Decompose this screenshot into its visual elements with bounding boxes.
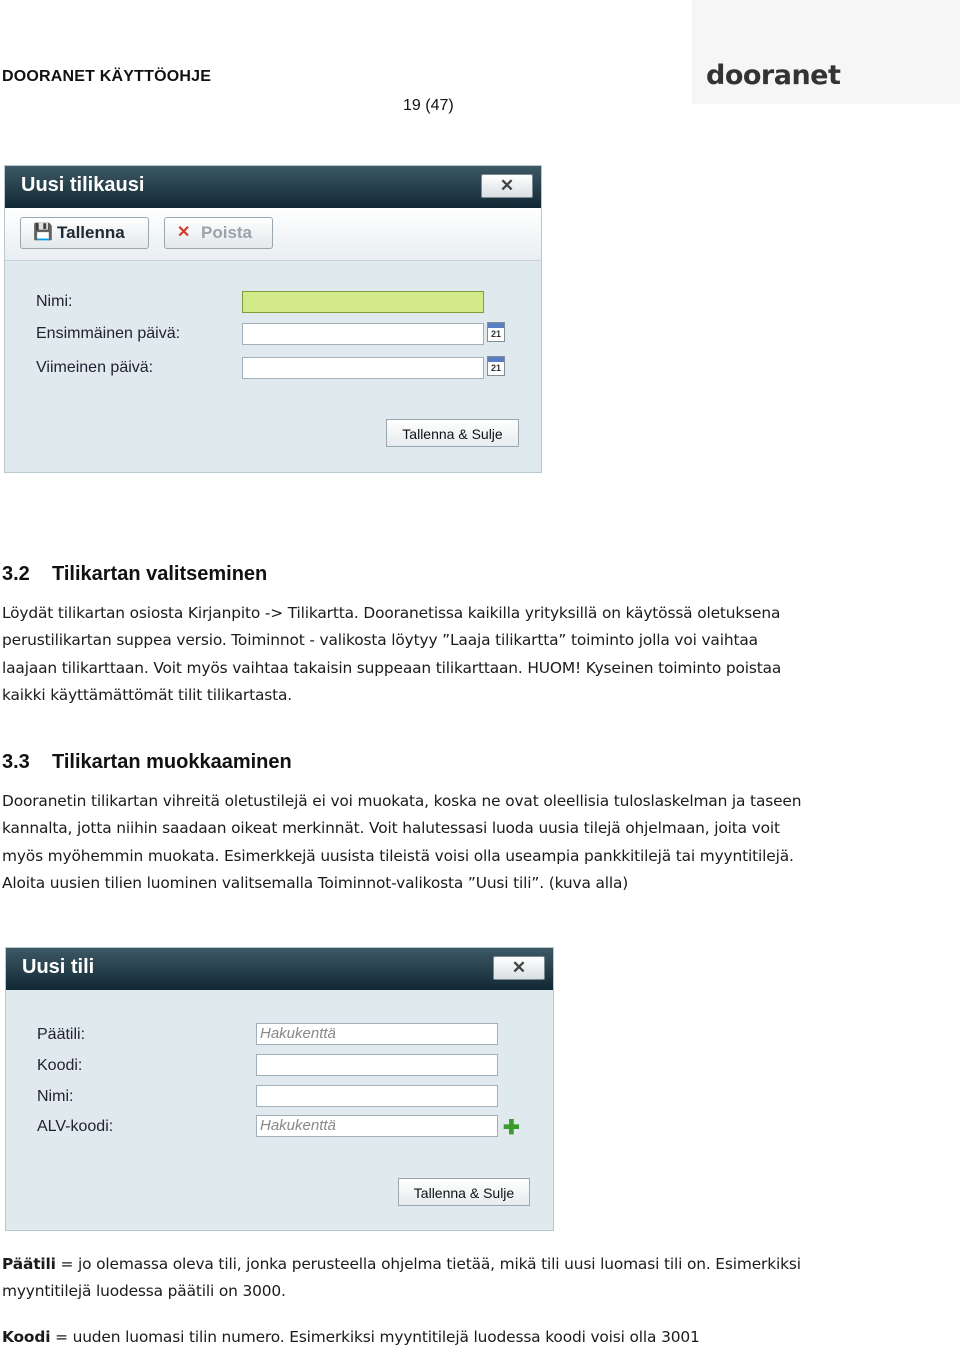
add-plus-icon[interactable]: ✚ [503, 1117, 520, 1139]
section-3-2-paragraph [2, 600, 952, 709]
definition-paatili [2, 1251, 952, 1306]
paragraph-line: kaikki käyttämättömät tilit tilikartasta. [2, 685, 293, 704]
name-label: Nimi: [36, 293, 73, 310]
dialog-toolbar [5, 208, 541, 261]
paragraph-line: Aloita uusien tilien luominen valitsemalla Toiminnot-valikosta ”Uusi tili”. (kuva alla) [2, 873, 629, 892]
parent-account-label: Päätili: [37, 1026, 86, 1043]
dialog-title: Uusi tili [22, 956, 95, 978]
save-and-close-button[interactable]: Tallenna & Sulje [386, 419, 519, 447]
definition-line [2, 1324, 952, 1351]
section-title: Tilikartan valitseminen [52, 563, 268, 585]
delete-button[interactable] [164, 217, 273, 249]
last-day-input[interactable] [242, 357, 484, 379]
new-fiscal-period-dialog [4, 165, 542, 473]
close-button[interactable]: ✕ [481, 174, 533, 198]
page-number: 19 (47) [403, 97, 454, 114]
name-label: Nimi: [37, 1088, 74, 1105]
definition-term: Koodi [2, 1328, 51, 1346]
section-heading-3-3 [2, 751, 292, 774]
first-day-label: Ensimmäinen päivä: [36, 325, 181, 342]
definition-line: myyntitilejä luodessa päätili on 3000. [2, 1282, 286, 1301]
close-button[interactable]: ✕ [493, 956, 545, 980]
new-account-dialog [5, 947, 554, 1231]
code-input[interactable] [256, 1054, 498, 1076]
section-number: 3.2 [2, 563, 30, 585]
definition-line [2, 1251, 952, 1278]
calendar-icon[interactable]: 21 [487, 356, 505, 376]
section-number: 3.3 [2, 751, 30, 773]
last-day-label: Viimeinen päivä: [36, 359, 154, 376]
section-3-3-paragraph [2, 788, 952, 897]
paragraph-line: Löydät tilikartan osiosta Kirjanpito -> Tilikartta. Dooranetissa kaikilla yrityksillä on käytössä oletuksena [2, 604, 781, 622]
calendar-icon[interactable]: 21 [487, 322, 505, 342]
floppy-disk-icon: 💾 [33, 224, 53, 241]
save-button[interactable] [20, 217, 149, 249]
section-heading-3-2 [2, 563, 267, 586]
definition-text: = jo olemassa oleva tili, jonka perusteella ohjelma tietää, mikä tili uusi luomasi tili on. Esimerkiksi [55, 1255, 801, 1273]
name-input[interactable] [242, 291, 484, 313]
section-title: Tilikartan muokkaaminen [52, 751, 292, 773]
delete-x-icon: ✕ [177, 224, 191, 241]
definition-koodi [2, 1324, 952, 1351]
delete-button-label: Poista [201, 223, 253, 242]
document-title: DOORANET KÄYTTÖOHJE [2, 68, 212, 85]
dooranet-logo: dooranet [706, 60, 841, 91]
name-input[interactable] [256, 1085, 498, 1107]
save-button-label: Tallenna [57, 223, 125, 242]
paragraph-line: myös myöhemmin muokata. Esimerkkejä uusista tileistä voisi olla useampia pankkitilejä tai myyntitilejä. [2, 846, 794, 865]
definition-term: Päätili [2, 1255, 56, 1273]
vat-code-label: ALV-koodi: [37, 1118, 114, 1135]
first-day-input[interactable] [242, 323, 484, 345]
code-label: Koodi: [37, 1057, 83, 1074]
paragraph-line: kannalta, jotta niihin saadaan oikeat merkinnät. Voit halutessasi luoda uusia tilejä ohjelmaan, joita voit [2, 819, 780, 838]
vat-code-input[interactable]: Hakukenttä [256, 1115, 498, 1137]
dialog-titlebar [6, 948, 553, 990]
save-and-close-button[interactable]: Tallenna & Sulje [398, 1178, 530, 1206]
dialog-titlebar [5, 166, 541, 208]
dialog-title: Uusi tilikausi [21, 174, 145, 196]
paragraph-line: Dooranetin tilikartan vihreitä oletustilejä ei voi muokata, koska ne ovat oleellisia tuloslaskelman ja taseen [2, 792, 802, 810]
parent-account-input[interactable]: Hakukenttä [256, 1023, 498, 1045]
definition-text: = uuden luomasi tilin numero. Esimerkiksi myyntitilejä luodessa koodi voisi olla 3001 [50, 1328, 700, 1346]
paragraph-line: laajaan tilikarttaan. Voit myös vaihtaa takaisin suppeaan tilikarttaan. HUOM! Kyseinen toiminto poistaa [2, 658, 782, 677]
paragraph-line: perustilikartan suppea versio. Toiminnot - valikosta löytyy ”Laaja tilikartta” toiminto jolla voi vaihtaa [2, 631, 758, 650]
